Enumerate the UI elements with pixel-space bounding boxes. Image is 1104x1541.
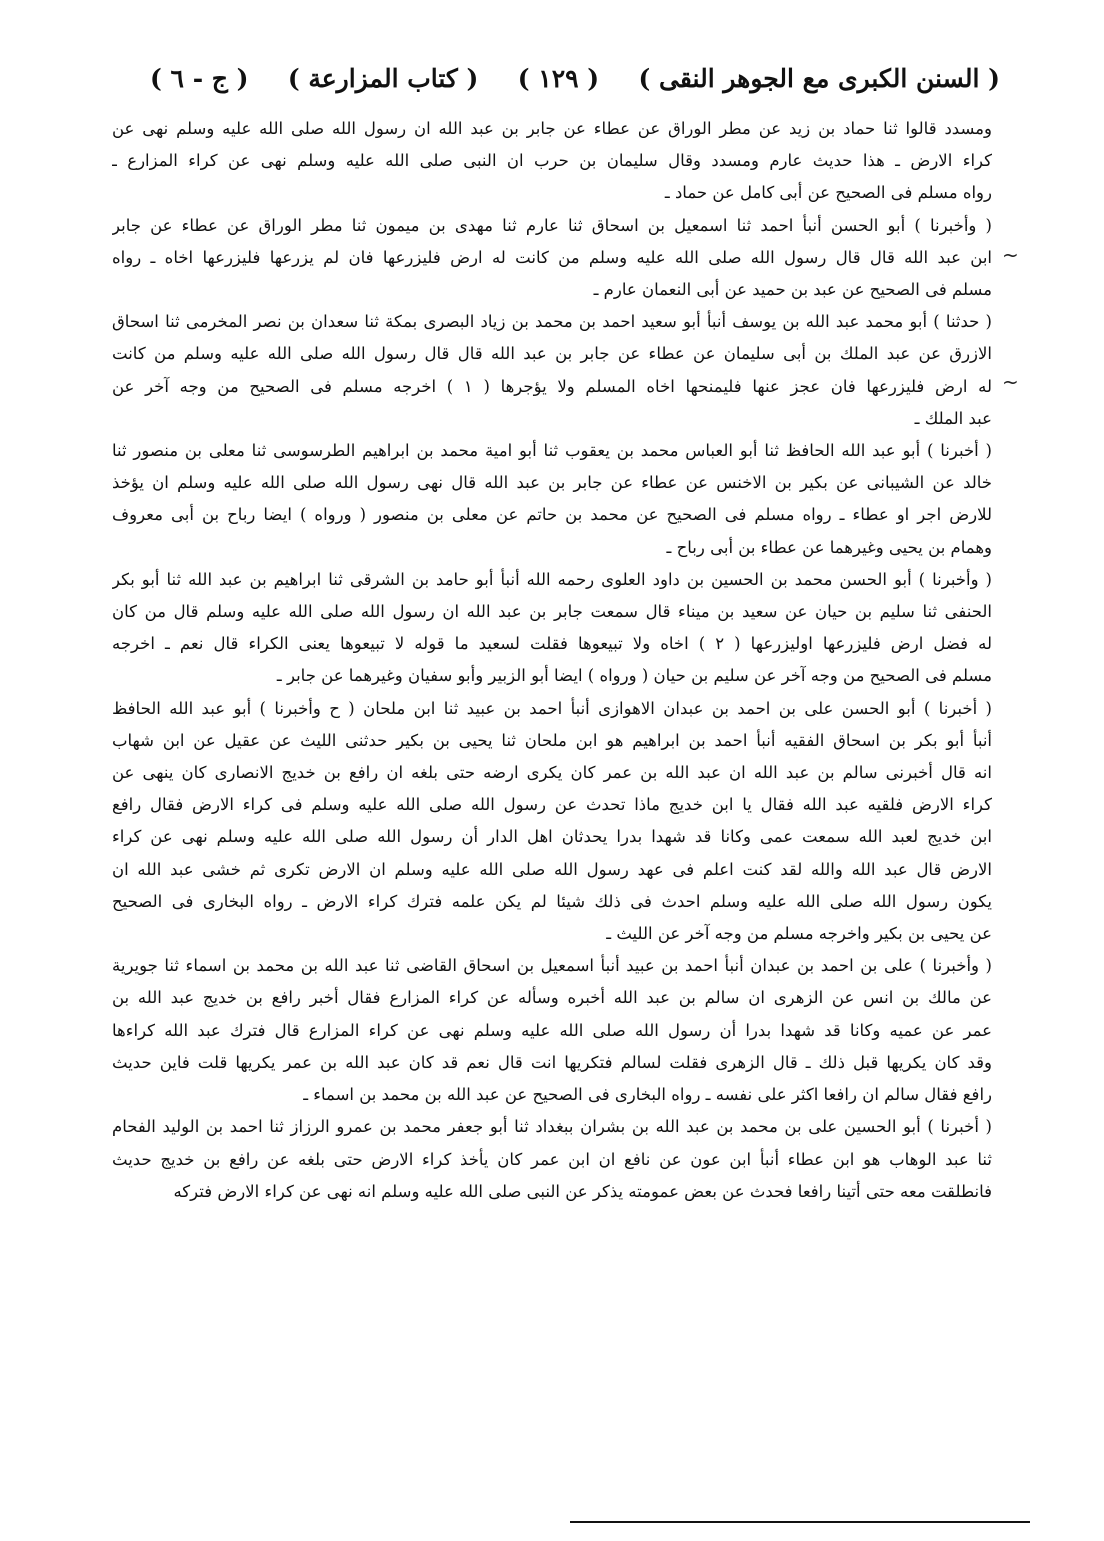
footer-rule	[570, 1521, 1030, 1523]
margin-mark: ~	[1002, 370, 1019, 394]
paragraph	[112, 435, 992, 564]
text-line: رواه مسلم فى الصحيح عن أبى كامل عن حماد ـ	[664, 183, 992, 203]
chapter-title: ( كتاب المزارعة )	[287, 63, 479, 93]
paragraph	[112, 693, 992, 951]
text-line: ابن خديج لعبد الله سمعت عمى وكانا قد شهدا بدرا يحدثان اهل الدار أن رسول الله صلى الله عليه وسلم نهى عن كراء	[112, 827, 992, 847]
paragraph	[112, 113, 992, 210]
paragraph	[112, 1111, 992, 1208]
paragraph	[112, 564, 992, 693]
text-line: الازرق عن عبد الملك بن أبى سليمان عن عطاء عن جابر بن عبد الله قال قال رسول الله صلى الله عليه وسلم من كانت	[112, 344, 992, 364]
text-line: للارض اجر او عطاء ـ رواه مسلم فى الصحيح عن محمد بن حاتم عن معلى بن منصور ( ورواه ) ايضا رباح بن أبى معروف	[112, 505, 992, 525]
text-line: كراء الارض ـ هذا حديث عارم ومسدد وقال سليمان بن حرب ان النبى صلى الله عليه وسلم نهى عن كراء المزارع ـ	[112, 151, 992, 171]
text-line: وقد كان يكريها قبل ذلك ـ قال الزهرى فقلت لسالم فتكريها انت قال نعم قد كان عبد الله بن عمر يكريها قلت فاين حديث	[112, 1052, 992, 1072]
text-line: الحنفى ثنا سليم بن حيان عن سعيد بن ميناء قال سمعت جابر بن عبد الله ان رسول الله صلى الله عليه وسلم قال من كان	[112, 602, 992, 622]
book-title: ( السنن الكبرى مع الجوهر النقى )	[638, 63, 1000, 93]
text-line: ابن عبد الله قال قال رسول الله صلى الله عليه وسلم من كانت له ارض فليزرعها فان لم يزرعها فليزرعها اخاه ـ رواه	[112, 247, 992, 267]
text-line: له ارض فليزرعها فان عجز عنها فليمنحها اخاه المسلم ولا يؤجرها ( ١ ) اخرجه مسلم فى الصحيح من وجه آخر عن	[112, 376, 992, 396]
page-number: ( ١٢٩ )	[517, 63, 600, 93]
text-line: أنبأ أبو بكر بن اسحاق الفقيه أنبأ احمد بن ابراهيم هو ابن ملحان ثنا يحيى بن بكير حدثنى الليث عن عقيل عن ابن شهاب	[112, 730, 992, 750]
text-line: انه قال أخبرنى سالم بن عبد الله ان عبد الله بن عمر كان يكرى ارضه حتى بلغه ان رافع بن خديج الانصارى كان ينهى عن	[112, 763, 992, 783]
text-line: ( حدثنا ) أبو محمد عبد الله بن يوسف أنبأ أبو سعيد احمد بن محمد بن زياد البصرى بمكة ثنا سعدان بن نصر المخرمى ثنا اسحاق	[112, 312, 992, 332]
text-line: الارض قال عبد الله والله لقد كنت اعلم فى عهد رسول الله صلى الله عليه وسلم ان الارض تكرى ثم خشى عبد الله ان	[112, 859, 992, 879]
text-line: عن يحيى بن بكير واخرجه مسلم من وجه آخر عن الليث ـ	[606, 924, 992, 944]
volume-number: ( ج - ٦ )	[150, 63, 249, 93]
text-line: ( وأخبرنا ) على بن احمد بن عبدان أنبأ احمد بن عبيد أنبأ اسمعيل بن اسحاق القاضى ثنا عبد الله بن محمد بن اسماء ثنا جويرية	[112, 956, 992, 976]
text-line: كراء الارض فلقيه عبد الله فقال يا ابن خديج ماذا تحدث عن رسول الله صلى الله عليه وسلم فى كراء الارض فقال رافع	[112, 795, 992, 815]
text-line: مسلم فى الصحيح من وجه آخر عن سليم بن حيان ( ورواه ) ايضا أبو الزبير وأبو سفيان وغيرهما عن جابر ـ	[276, 666, 992, 686]
text-line: ( أخبرنا ) أبو الحسن على بن احمد بن عبدان الاهوازى أنبأ احمد بن عبيد ثنا ابن ملحان ( ح وأخبرنا ) أبو عبد الله الحافظ	[112, 698, 992, 718]
text-line: رافع فقال سالم ان رافعا اكثر على نفسه ـ رواه البخارى فى الصحيح عن عبد الله بن محمد بن اسماء ـ	[303, 1085, 992, 1105]
text-line: ثنا عبد الوهاب هو ابن عطاء أنبأ ابن عون عن نافع ان ابن عمر كان يأخذ كراء الارض حتى بلغه عن رافع بن خديج حديث	[112, 1149, 992, 1169]
text-line: له فضل ارض فليزرعها اوليزرعها ( ٢ ) اخاه ولا تبيعوها فقلت لسعيد ما قوله لا تبيعوها يعنى الكراء قال نعم ـ اخرجه	[112, 634, 992, 654]
text-line: فانطلقت معه حتى أتينا رافعا فحدث عن بعض عمومته يذكر عن النبى صلى الله عليه وسلم انه نهى عن كراء الارض فتركه	[173, 1181, 992, 1201]
text-line: ومسدد قالوا ثنا حماد بن زيد عن مطر الوراق عن عطاء عن جابر بن عبد الله ان رسول الله صلى الله عليه وسلم نهى عن	[112, 119, 992, 138]
text-line: ( أخبرنا ) أبو عبد الله الحافظ ثنا أبو العباس محمد بن يعقوب ثنا أبو امية محمد بن ابراهيم الطرسوسى ثنا معلى بن منصور ثنا	[112, 441, 992, 461]
body-text	[112, 113, 992, 1208]
page-header	[150, 58, 1000, 98]
margin-mark: ~	[1002, 243, 1019, 267]
text-line: يكون رسول الله صلى الله عليه وسلم احدث فى ذلك شيئا لم يكن علمه فترك كراء الارض ـ رواه البخارى فى الصحيح	[112, 891, 992, 911]
text-line: ( وأخبرنا ) أبو الحسن أنبأ احمد ثنا اسمعيل بن اسحاق ثنا عارم ثنا مهدى بن ميمون ثنا مطر الوراق عن عطاء عن جابر	[112, 215, 992, 235]
text-line: عمر عن عميه وكانا قد شهدا بدرا أن رسول الله صلى الله عليه وسلم نهى عن كراء المزارع قال فترك عبد الله كراءها	[112, 1020, 992, 1040]
text-line: مسلم فى الصحيح عن عبد بن حميد عن أبى النعمان عارم ـ	[593, 280, 992, 300]
paragraph	[112, 210, 992, 307]
text-line: ( وأخبرنا ) أبو الحسن محمد بن الحسين بن داود العلوى رحمه الله أنبأ أبو حامد بن الشرقى ثنا ابراهيم بن عبد الله ثنا أبو بكر	[112, 569, 992, 589]
text-line: خالد عن الشيبانى عن بكير بن الاخنس عن عطاء عن جابر بن عبد الله قال نهى رسول الله صلى الله عليه وسلم ان يؤخذ	[112, 473, 992, 493]
text-line: عبد الملك ـ	[914, 408, 992, 428]
text-line: عن مالك بن انس عن الزهرى ان سالم بن عبد الله أخبره وسأله عن كراء المزارع فقال أخبر رافع بن خديج عبد الله بن	[112, 988, 992, 1008]
text-line: وهمام بن يحيى وغيرهما عن عطاء بن أبى رباح ـ	[666, 537, 992, 557]
paragraph	[112, 950, 992, 1111]
paragraph	[112, 306, 992, 435]
text-line: ( أخبرنا ) أبو الحسين على بن محمد بن عبد الله بن بشران ببغداد ثنا أبو جعفر محمد بن عمرو الرزاز ثنا احمد بن الوليد الفحام	[112, 1117, 992, 1137]
